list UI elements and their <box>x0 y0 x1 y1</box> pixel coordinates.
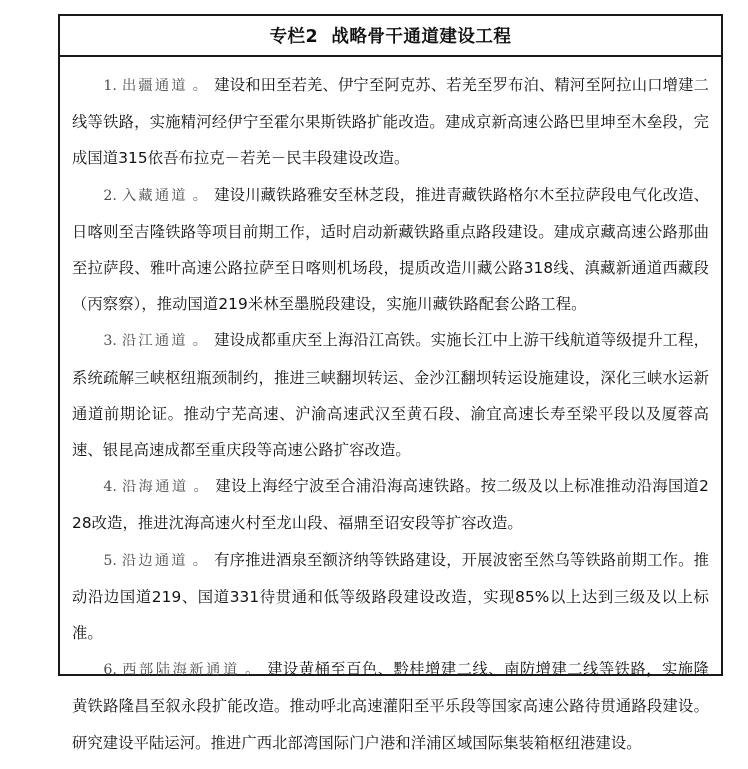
item-body: 建设上海经宁波至合浦沿海高速铁路。按二级及以上标准推动沿海国道228改造，推进沈海高速火村至龙山段、福鼎至诏安段等扩容改造。 <box>72 477 709 533</box>
item-separator: 。 <box>192 78 210 94</box>
item-separator: 。 <box>193 479 211 496</box>
item-heading: 出疆通道 <box>121 78 188 94</box>
item-body: 建设和田至若羌、伊宁至阿克苏、若羌至罗布泊、精河至阿拉山口增建二线等铁路，实施精河经伊宁至霍尔果斯铁路扩能改造。建成京新高速公路巴里坤至木垒段，完成国道315依吾布拉克－若羌－民丰段建设改造。 <box>72 76 709 168</box>
item-separator: 。 <box>192 333 210 350</box>
item-heading: 西部陆海新通道 <box>122 662 240 679</box>
box-body <box>60 57 721 769</box>
item-separator: 。 <box>192 552 210 569</box>
special-column-box <box>58 14 723 752</box>
item-separator: 。 <box>192 187 210 204</box>
item-separator: 。 <box>245 662 262 679</box>
item-heading: 沿海通道 <box>122 479 189 496</box>
item-heading: 沿边通道 <box>121 552 188 569</box>
list-item <box>72 177 709 323</box>
item-number: 4. <box>103 479 117 496</box>
item-number: 6. <box>103 662 117 679</box>
page-title: 专栏2 战略骨干通道建设工程 <box>269 27 512 47</box>
item-number: 5. <box>103 552 117 569</box>
list-item <box>72 542 709 652</box>
list-item <box>72 651 709 761</box>
box-title-band <box>60 16 721 57</box>
item-heading: 入藏通道 <box>121 187 188 204</box>
item-heading: 沿江通道 <box>121 333 188 350</box>
item-body: 建设黄桶至百色、黔桂增建二线、南防增建二线等铁路，实施隆黄铁路隆昌至叙永段扩能改造。推动呼北高速灌阳至平乐段等国家高速公路待贯通路段建设。研究建设平陆运河。推进广西北部湾国际门户港和洋浦区域国际集装箱枢纽港建设。 <box>72 660 709 752</box>
item-number: 3. <box>103 333 117 350</box>
item-number: 1. <box>103 78 117 94</box>
list-item <box>72 468 709 541</box>
list-item <box>72 67 709 177</box>
item-body: 建设川藏铁路雅安至林芝段，推进青藏铁路格尔木至拉萨段电气化改造、日喀则至吉隆铁路等项目前期工作，适时启动新藏铁路重点路段建设。建成京藏高速公路那曲至拉萨段、雅叶高速公路拉萨至日喀则机场段，提质改造川藏公路318线、滇藏新通道西藏段（丙察察），推动国道219米林至墨脱段建设，实施川藏铁路配套公路工程。 <box>72 185 709 314</box>
item-number: 2. <box>103 187 117 204</box>
item-body: 建设成都重庆至上海沿江高铁。实施长江中上游干线航道等级提升工程，系统疏解三峡枢纽瓶颈制约，推进三峡翻坝转运、金沙江翻坝转运设施建设，深化三峡水运新通道前期论证。推动宁芜高速、沪渝高速武汉至黄石段、渝宜高速长寿至梁平段以及厦蓉高速、银昆高速成都至重庆段等高速公路扩容改造。 <box>72 331 709 460</box>
item-body: 有序推进酒泉至额济纳等铁路建设，开展波密至然乌等铁路前期工作。推动沿边国道219、国道331待贯通和低等级路段建设改造，实现85%以上达到三级及以上标准。 <box>72 550 709 643</box>
list-item <box>72 322 709 468</box>
